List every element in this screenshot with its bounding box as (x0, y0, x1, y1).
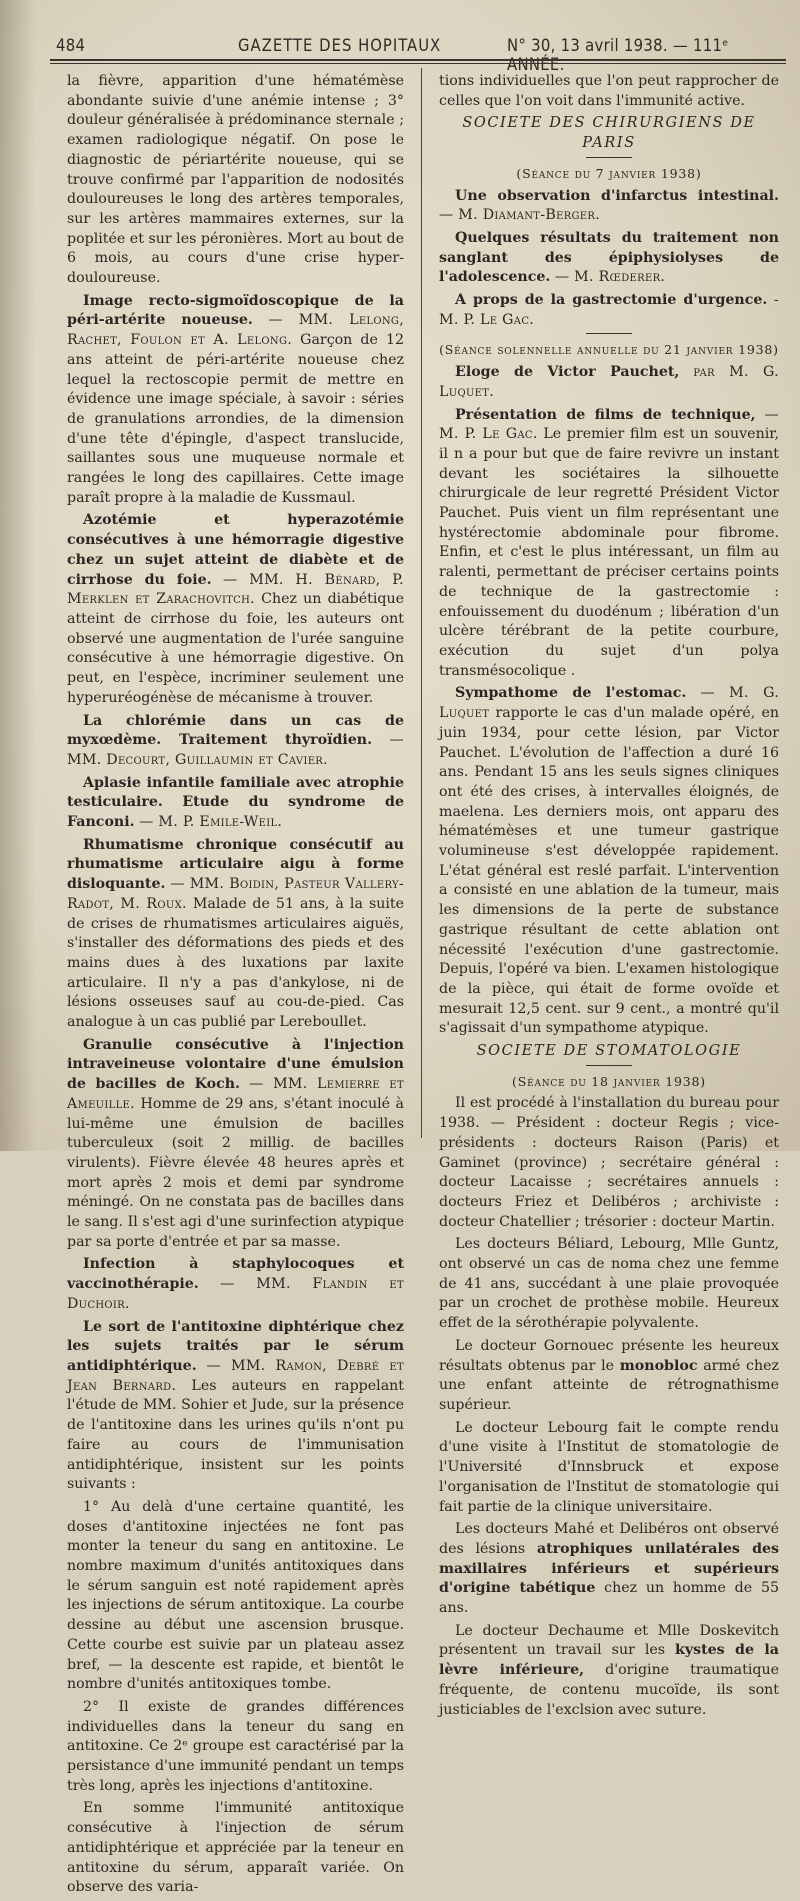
header-rule-thin (50, 63, 786, 64)
article-entry: Le sort de l'antitoxine diphtérique chez les sujets traités par le sérum antidiphtérique. — MM. Ramon, Debré et Jean Bernard. Les auteurs en rappelant l'étude de MM. Sohier et Jude, sur la présence de l'antitoxine dans les urines qu'ils n'ont pu faire au cours de l'immunisation antidiphtérique, insistent sur les points suivants : (67, 1318, 405, 1493)
article-authors: — MM. Boidin, Pasteur Vallery-Radot, M. Roux. (67, 876, 404, 912)
page-number: 484 (56, 36, 86, 55)
article-entry (67, 1255, 404, 1314)
paragraph: Le docteur Dechaume et Mlle Doskevitch présentent un travail sur les kystes de la lèvre inférieure, d'origine traumatique fréquente, de contenu mucoïde, ils sont justiciables de l'exclsion avec suture. (439, 1622, 779, 1718)
article-title: Aplasie infantile familiale avec atrophie testiculaire. Etude du syndrome de Fanconi. (67, 774, 404, 831)
paragraph: tions individuelles que l'on peut rapprocher de celles que l'on voit dans l'immunité active. (439, 73, 779, 109)
article-authors: — MM. Lelong, Rachet, Foulon et A. Lelong. (67, 312, 405, 349)
article-title: Infection à staphylocoques et vaccinothérapie. (67, 1256, 404, 1293)
paragraph: Le docteur Lebourg fait le compte rendu d'une visite à l'Institut de stomatologie de l'Université d'Innsbruck et expose l'organisation de l'Institut de stomatologie qui fait partie de la clinique universitaire. (439, 1419, 779, 1515)
article-authors: - M. P. Le Gac. (439, 292, 779, 328)
article-title: Présentation de films de technique, (455, 406, 756, 423)
section-rule (586, 1065, 632, 1066)
article-entry (439, 229, 779, 288)
paragraph: Le docteur Gornouec présente les heureux résultats obtenus par le monobloc armé chez une enfant atteinte de rétrognathisme supérieur. (439, 1337, 780, 1413)
issue-info: N° 30, 13 avril 1938. — 111ᵉ ANNÉE. (507, 36, 729, 74)
article-title: Granulie consécutive à l'injection intraveineuse volontaire d'une émulsion de bacilles de Koch. (67, 1036, 404, 1093)
article-title: Azotémie et hyperazotémie consécutives à une hémorragie digestive chez un sujet atteint de diabète et de cirrhose du foie. (67, 512, 404, 588)
article-authors: — M. Diamant-Berger. (439, 207, 601, 224)
header-rule (50, 59, 786, 61)
article-authors: — M. P. Le Gac. (439, 406, 780, 443)
page-edge-shadow (0, 0, 36, 1151)
paragraph: Les docteurs Mahé et Delibéros ont observé des lésions atrophiques unilatérales des maxillaires inférieurs et supérieurs d'origine tabétique chez un homme de 55 ans. (439, 1521, 779, 1617)
section-rule (586, 333, 632, 334)
section-heading: SOCIETE DE STOMATOLOGIE (476, 1043, 742, 1060)
left-column (67, 72, 404, 1901)
session-date: (Séance du 18 janvier 1938) (512, 1073, 706, 1089)
article-title: Eloge de Victor Pauchet, (455, 364, 680, 381)
paragraph: En somme l'immunité antitoxique consécutive à l'injection de sérum antidiphtérique et appréciée par la teneur en antitoxine du sérum, apparaît variée. On observe des varia- (67, 1800, 404, 1896)
journal-title: GAZETTE DES HOPITAUX (238, 36, 442, 55)
article-title: Sympathome de l'estomac. (455, 685, 687, 702)
article-entry: Rhumatisme chronique consécutif au rhumatisme articulaire aigu à forme disloquante. — MM. Boidin, Pasteur Vallery-Radot, M. Roux. Malade de 51 ans, à la suite de crises de rhumatismes articulaires aiguës, s'installer des déformations des pieds et des mains dues à des luxations par laxite articulaire. Il n'y a pas d'ankylose, ni de lésions osseuses sauf au cou-de-pied. Cas analogue à un cas publié par Lereboullet. (67, 836, 405, 1031)
article-title: Quelques résultats du traitement non sanglant des épiphysiolyses de l'adolescence. (439, 229, 779, 286)
article-authors: — M. Rœderer. (554, 269, 666, 286)
article-title: La chlorémie dans un cas de myxœdème. Traitement thyroïdien. (67, 712, 404, 749)
article-entry (439, 187, 779, 226)
article-entry: Granulie consécutive à l'injection intraveineuse volontaire d'une émulsion de bacilles de Koch. — MM. Lemierre et Ameuille. Homme de 29 ans, s'étant inoculé à lui-même une émulsion de bacilles tuberculeux (soit 2 millig. de bacilles virulents). Fièvre élevée 48 heures après et mort après 2 mois et demi par syndrome méningé. On ne constata pas de bacilles dans le sang. Il s'est agi d'une surinfection atypique par sa porte d'entrée et par sa masse. (67, 1036, 405, 1250)
paragraph: Les docteurs Béliard, Lebourg, Mlle Guntz, ont observé un cas de noma chez une femme de 41 ans, succédant à une plaie provoquée par un crochet de prothèse mobile. Heureux effet de la sérothérapie polyvalente. (439, 1236, 779, 1332)
article-title: Le sort de l'antitoxine diphtérique chez les sujets traités par le sérum antidiphtérique. (67, 1318, 404, 1374)
article-entry: Azotémie et hyperazotémie consécutives à une hémorragie digestive chez un sujet atteint de diabète et de cirrhose du foie. — MM. H. Bénard, P. Merklen et Zarachovitch. Chez un diabétique atteint de cirrhose du foie, les auteurs ont observé une augmentation de l'urée sanguine consécutive à une hémorragie digestive. On peut, en l'espèce, incriminer seulement une hyperuréogénèse de mécanisme à trouver. (67, 512, 405, 706)
right-column (439, 72, 779, 1723)
article-title: Image recto-sigmoïdoscopique de la péri-artérite noueuse. (67, 292, 404, 329)
article-entry: Présentation de films de technique, — M. P. Le Gac. Le premier film est un souvenir, il n a pour but que de faire revivre un instant devant les sociétaires la silhouette chirurgicale de leur regretté Président Victor Pauchet. Puis vient un film représentant une hystérectomie abdominale pour fibrome. Enfin, et c'est le plus intéressant, un film au ralenti, permettant de préciser certains points de technique de la gastrectomie : enfouissement du duodénum ; libération d'un ulcère térébrant de la petite courbure, exécution du sujet d'un polya transmésocolique . (439, 406, 780, 679)
column-divider (421, 68, 422, 1138)
article-authors: — MM. Lemierre et Ameuille. (67, 1076, 405, 1112)
paragraph: 1° Au delà d'une certaine quantité, les doses d'antitoxine injectées ne font pas monter la teneur du sang en antitoxine. Le nombre maximum d'unités antitoxiques dans le sérum sanguin est noté rapidement après les injections de sérum antitoxique. La courbe dessine au début une ascension brusque. Cette courbe est suivie par un plateau assez bref, — la descente est rapide, et bientôt le nombre d'unités antitoxiques tombe. (67, 1498, 404, 1693)
article-entry: Image recto-sigmoïdoscopique de la péri-artérite noueuse. — MM. Lelong, Rachet, Foulon et A. Lelong. Garçon de 12 ans atteint de péri-artérite noueuse chez lequel la rectoscopie permit de mettre en évidence une image spéciale, à savoir : séries de granulations arrondies, de la dimension d'une tête d'épingle, d'aspect translucide, saillantes sous une muqueuse normale et rangées le long des capillaires. Cette image paraît propre à la maladie de Kussmaul. (67, 292, 405, 506)
paragraph: 2° Il existe de grandes différences individuelles dans la teneur du sang en antitoxine. Ce 2ᵉ groupe est caractérisé par la persistance d'une immunité pendant un temps très long, après les injections d'antitoxine. (67, 1698, 404, 1794)
section-rule (586, 157, 632, 158)
session-date: (Séance du 7 janvier 1938) (516, 165, 702, 181)
section-heading: SOCIETE DES CHIRURGIENS DE PARIS (462, 115, 756, 152)
article-authors: — MM. Flandin et Duchoir. (67, 1276, 404, 1312)
article-authors: — MM. Decourt, Guillaumin et Cavier. (67, 732, 404, 768)
article-authors: — M. G. Luquet (439, 685, 779, 722)
paragraph: Il est procédé à l'installation du bureau pour 1938. — Président : docteur Regis ; vice-présidents : docteurs Raison (Paris) et Gaminet (province) ; secrétaire général : docteur Lacaisse ; secrétaires annuels : docteurs Friez et Delibéros ; archiviste : docteur Chatellier ; trésorier : docteur Martin. (439, 1095, 779, 1230)
article-entry: Sympathome de l'estomac. — M. G. Luquet rapporte le cas d'un malade opéré, en juin 1934, pour cette lésion, par Victor Pauchet. L'évolution de l'affection a duré 16 ans. Pendant 15 ans les seuls signes cliniques ont été des crises, à intervalles éloignés, de maelena. Les derniers mois, ont apparu des hématémèses et une tumeur gastrique volumineuse s'est développée rapidement. L'état général est reslé parfait. L'intervention a consisté en une ablation de la tumeur, mais les dimensions de la perte de substance gastrique résultant de cette ablation ont nécessité l'exécution d'une gastrectomie. Depuis, l'opéré va bien. L'examen histologique de la pièce, qui était de forme ovoïde et mesurait 12,5 cent. sur 9 cent., a montré qu'il s'agissait d'un sympathome atypique. (439, 685, 779, 1037)
article-authors: — M. P. Emile-Weil. (139, 814, 283, 831)
article-title: A props de la gastrectomie d'urgence. (455, 292, 768, 309)
paragraph: la fièvre, apparition d'une hématémèse abondante suivie d'une anémie intense ; 3° douleur généralisée à prédominance sternale ; examen radiologique négatif. On pose le diagnostic de périartérite noueuse, qui se trouve confirmé par l'apparition de nodosités douloureuses le long des artères temporales, sur les artères mammaires externes, sur la poplitée et sur les péronières. Mort au bout de 6 mois, au cours d'une crise hyper-douloureuse. (67, 73, 404, 287)
article-entry (67, 774, 404, 833)
article-title: Une observation d'infarctus intestinal. (455, 187, 779, 204)
article-authors: — MM. Ramon, Debré et Jean Bernard. (67, 1358, 405, 1394)
article-entry (439, 363, 779, 402)
session-date: (Séance solennelle annuelle du 21 janvier 1938) (439, 342, 779, 358)
article-entry (67, 712, 404, 771)
article-title: Rhumatisme chronique consécutif au rhumatisme articulaire aigu à forme disloquante. (67, 836, 404, 893)
article-authors: — MM. H. Bénard, P. Merklen et Zarachovitch. (67, 571, 404, 608)
page-header (56, 34, 780, 74)
article-entry (439, 291, 779, 330)
article-authors: par M. G. Luquet. (439, 364, 779, 400)
